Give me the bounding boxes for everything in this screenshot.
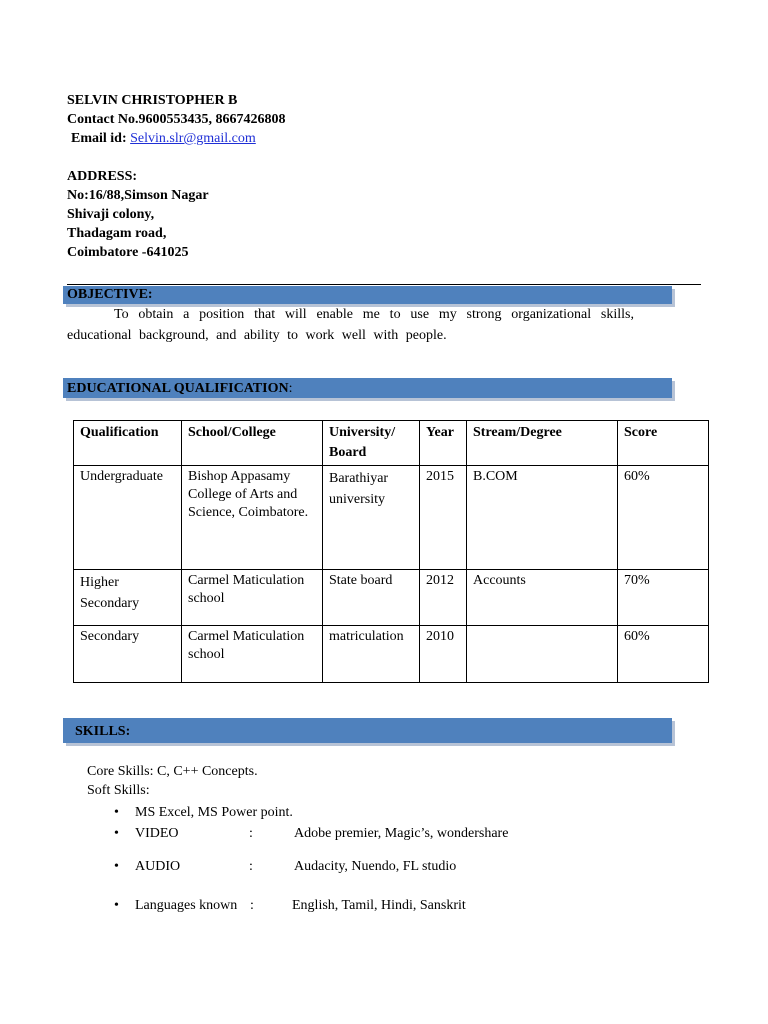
address-line: No:16/88,Simson Nagar: [67, 188, 209, 203]
skill-separator: :: [249, 859, 253, 874]
column-header: Stream/Degree: [467, 421, 618, 466]
table-cell: [467, 626, 618, 683]
table-row: [74, 626, 709, 683]
address-line: Coimbatore -641025: [67, 245, 189, 260]
email-link[interactable]: Selvin.slr@gmail.com: [130, 131, 256, 146]
table-cell: 60%: [618, 626, 709, 683]
objective-line: educational background, and ability to work well with people.: [67, 328, 447, 343]
table-cell: Secondary: [74, 626, 182, 683]
column-header: Score: [618, 421, 709, 466]
table-row: [74, 466, 709, 570]
table-cell: Undergraduate: [74, 466, 182, 570]
contact-number: Contact No.9600553435, 8667426808: [67, 112, 286, 127]
skill-label: MS Excel, MS Power point.: [135, 805, 293, 820]
table-cell: Carmel Maticulation school: [182, 570, 323, 626]
table-cell: Barathiyar university: [323, 466, 420, 570]
table-cell: 2012: [420, 570, 467, 626]
education-heading: [63, 378, 672, 398]
table-cell: 70%: [618, 570, 709, 626]
education-heading-colon: :: [288, 381, 293, 396]
bullet-glyph: •: [114, 898, 119, 913]
core-skills: Core Skills: C, C++ Concepts.: [87, 764, 258, 779]
skill-value: Adobe premier, Magic’s, wondershare: [294, 826, 509, 841]
education-table: [73, 420, 709, 683]
table-cell: Higher Secondary: [74, 570, 182, 626]
table-cell: B.COM: [467, 466, 618, 570]
bullet-glyph: •: [114, 859, 119, 874]
objective-heading: OBJECTIVE:: [63, 286, 672, 304]
column-header: School/College: [182, 421, 323, 466]
skill-value: English, Tamil, Hindi, Sanskrit: [292, 898, 466, 913]
column-header: Qualification: [74, 421, 182, 466]
bullet-glyph: •: [114, 826, 119, 841]
address-line: Thadagam road,: [67, 226, 167, 241]
email-line: [71, 131, 256, 147]
skill-value: Audacity, Nuendo, FL studio: [294, 859, 457, 874]
table-cell: 2010: [420, 626, 467, 683]
skill-item: [114, 859, 457, 875]
table-cell: Bishop Appasamy College of Arts and Science, Coimbatore.: [182, 466, 323, 570]
table-header-row: [74, 421, 709, 466]
email-label: Email id:: [71, 131, 127, 146]
education-heading-text: EDUCATIONAL QUALIFICATION: [67, 381, 289, 396]
skill-separator: :: [250, 898, 254, 913]
candidate-name: SELVIN CHRISTOPHER B: [67, 93, 238, 108]
table-cell: matriculation: [323, 626, 420, 683]
table-row: [74, 570, 709, 626]
column-header: University/ Board: [323, 421, 420, 466]
table-cell: 2015: [420, 466, 467, 570]
soft-skills-label: Soft Skills:: [87, 783, 150, 798]
bullet-glyph: •: [114, 805, 119, 820]
skill-label: AUDIO: [135, 859, 181, 874]
skill-separator: :: [249, 826, 253, 841]
objective-text: [67, 304, 634, 346]
table-cell: Carmel Maticulation school: [182, 626, 323, 683]
skill-label: VIDEO: [135, 826, 179, 841]
header-divider: [67, 284, 701, 285]
skill-item: [114, 826, 509, 842]
table-cell: 60%: [618, 466, 709, 570]
objective-line: To obtain a position that will enable me to use my strong organizational skills,: [114, 307, 634, 322]
address-line: Shivaji colony,: [67, 207, 155, 222]
table-cell: Accounts: [467, 570, 618, 626]
table-cell: State board: [323, 570, 420, 626]
skill-item: [114, 805, 293, 821]
skill-item: [114, 898, 466, 914]
skill-label: Languages known: [135, 898, 238, 913]
column-header: Year: [420, 421, 467, 466]
address-label: ADDRESS:: [67, 169, 138, 184]
skills-heading: SKILLS:: [63, 718, 672, 743]
